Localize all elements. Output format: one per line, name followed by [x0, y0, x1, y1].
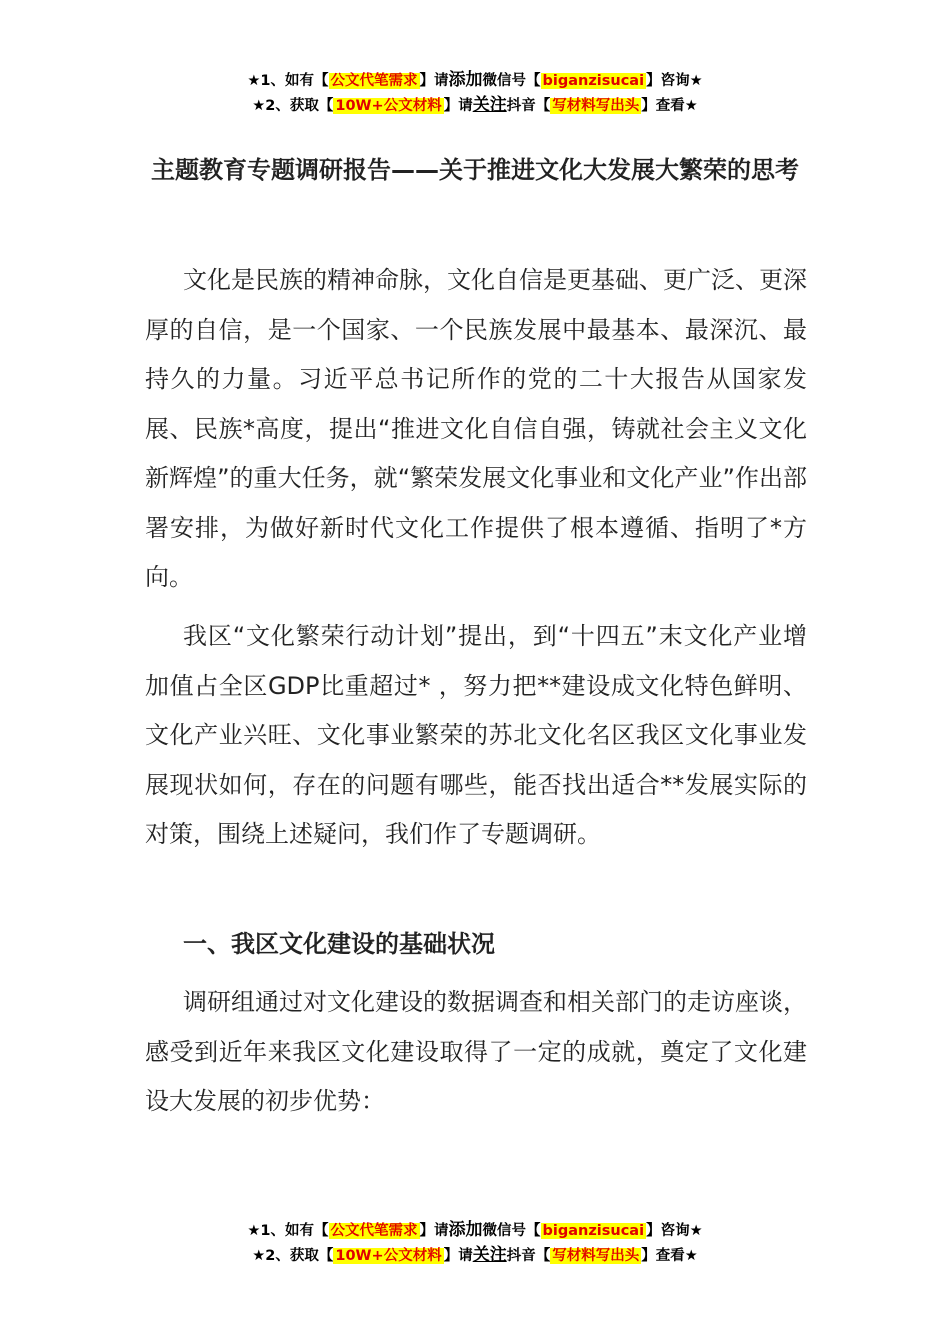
banner-text: 添加 [448, 1220, 483, 1240]
banner-text: 】请 [419, 73, 449, 89]
paragraph-3: 调研组通过对文化建设的数据调查和相关部门的走访座谈，感受到近年来我区文化建设取得了一定的成就，奠定了文化建设大发展的初步优势： [145, 988, 807, 1115]
banner-highlight: biganzisucai [542, 73, 645, 89]
banner-text: ★1、如有【 [247, 1223, 329, 1239]
section-heading-1: 一、我区文化建设的基础状况 [183, 930, 495, 958]
header-banner [0, 68, 950, 118]
banner-line-1 [0, 1218, 950, 1243]
banner-text: 抖音【 [506, 1248, 551, 1264]
banner-highlight: 公文代笔需求 [330, 73, 418, 89]
banner-text: 微信号【 [482, 73, 541, 89]
banner-text: 】查看★ [641, 98, 698, 114]
banner-text: 】请 [443, 1248, 473, 1264]
banner-text: 】查看★ [641, 1248, 698, 1264]
banner-line-2 [0, 93, 950, 118]
banner-highlight: 写材料写出头 [552, 1248, 640, 1264]
banner-highlight: 公文代笔需求 [330, 1223, 418, 1239]
footer-banner [0, 1218, 950, 1268]
paragraph-2: 我区“文化繁荣行动计划”提出，到“十四五”末文化产业增加值占全区GDP比重超过* ，努力把**建设成文化特色鲜明、文化产业兴旺、文化事业繁荣的苏北文化名区我区文化事业发展现状如何，存在的问题有哪些，能否找出适合**发展实际的对策，围绕上述疑问，我们作了专题调研。 [145, 622, 807, 848]
banner-highlight: 10W+公文材料 [335, 1248, 442, 1264]
banner-text: 添加 [448, 70, 483, 90]
banner-text: ★1、如有【 [247, 73, 329, 89]
banner-text: 关注 [472, 1245, 507, 1265]
banner-highlight: biganzisucai [542, 1223, 645, 1239]
banner-text: ★2、获取【 [252, 98, 334, 114]
banner-highlight: 10W+公文材料 [335, 98, 442, 114]
banner-highlight: 写材料写出头 [552, 98, 640, 114]
banner-text: 抖音【 [506, 98, 551, 114]
banner-text: 】请 [419, 1223, 449, 1239]
document-title: 主题教育专题调研报告——关于推进文化大发展大繁荣的思考 [151, 156, 799, 184]
banner-text: ★2、获取【 [252, 1248, 334, 1264]
banner-line-2 [0, 1243, 950, 1268]
banner-text: 】咨询★ [646, 73, 703, 89]
banner-text: 】咨询★ [646, 1223, 703, 1239]
paragraph-1: 文化是民族的精神命脉，文化自信是更基础、更广泛、更深厚的自信，是一个国家、一个民族发展中最基本、最深沉、最持久的力量。习近平总书记所作的党的二十大报告从国家发展、民族*高度，提出“推进文化自信自强，铸就社会主义文化新辉煌”的重大任务，就“繁荣发展文化事业和文化产业”作出部署安排，为做好新时代文化工作提供了根本遵循、指明了*方向。 [145, 266, 807, 591]
banner-text: 】请 [443, 98, 473, 114]
banner-text: 关注 [472, 95, 507, 115]
banner-line-1 [0, 68, 950, 93]
banner-text: 微信号【 [482, 1223, 541, 1239]
